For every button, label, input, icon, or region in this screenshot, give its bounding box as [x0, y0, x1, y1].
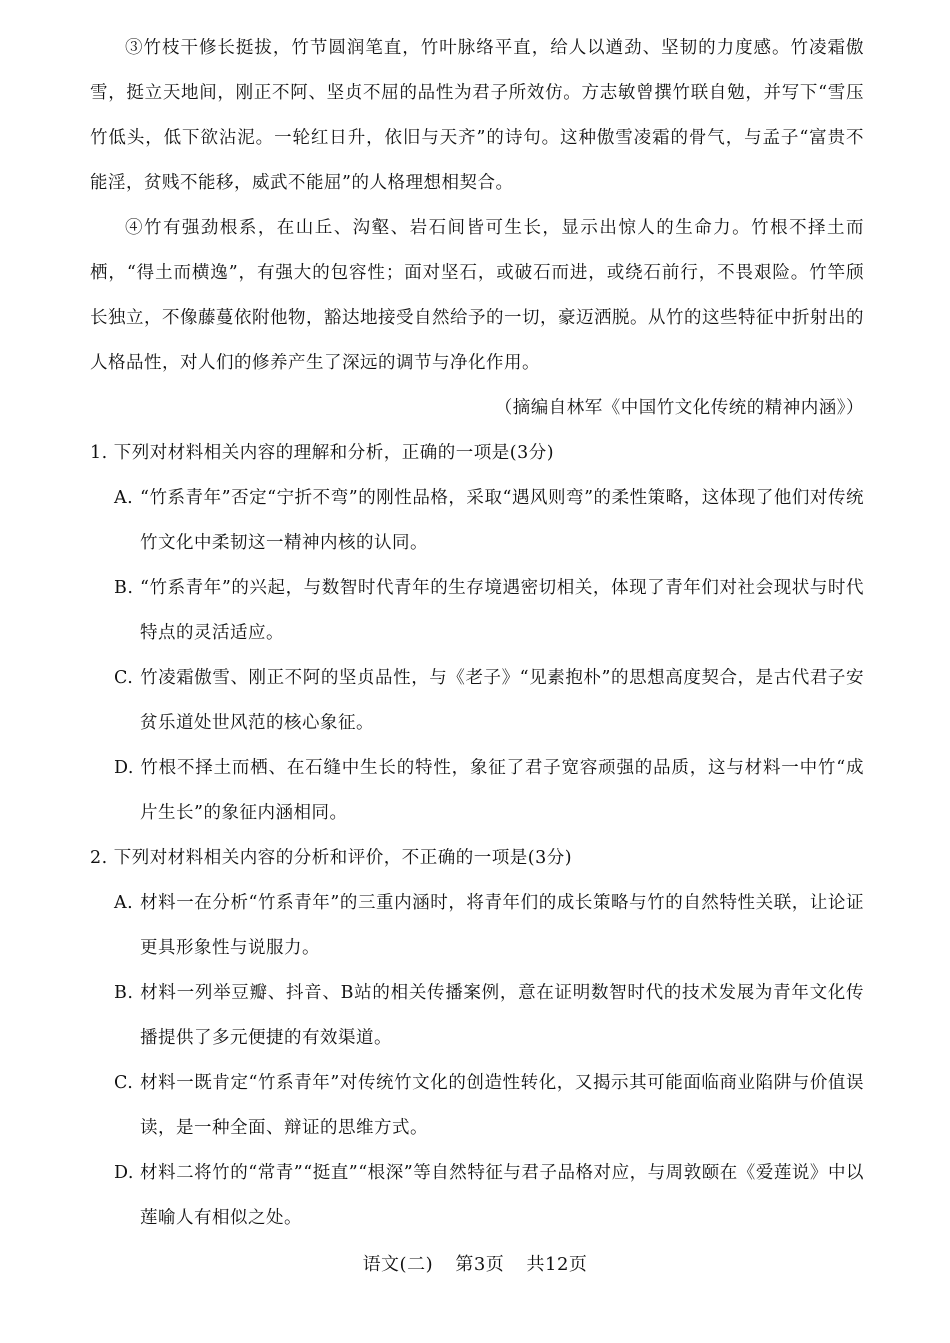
- option-a: [114, 476, 864, 566]
- option-text: “竹系青年”否定“宁折不弯”的刚性品格，采取“遇风则弯”的柔性策略，这体现了他们对传统竹文化中柔韧这一精神内核的认同。: [140, 488, 864, 553]
- page-footer: [0, 1250, 950, 1276]
- option-text: 材料二将竹的“常青”“挺直”“根深”等自然特征与君子品格对应，与周敦颐在《爱莲说》中以莲喻人有相似之处。: [140, 1163, 864, 1228]
- option-letter: D.: [114, 1163, 134, 1183]
- option-text: 竹根不择土而栖、在石缝中生长的特性，象征了君子宽容顽强的品质，这与材料一中竹“成片生长”的象征内涵相同。: [140, 758, 864, 823]
- option-letter: A.: [114, 488, 134, 508]
- footer-subject: 语文(二): [362, 1254, 434, 1275]
- option-letter: C.: [114, 668, 134, 688]
- option-letter: C.: [114, 1073, 134, 1093]
- footer-page-number: 第3页: [455, 1254, 505, 1275]
- option-letter: B.: [114, 983, 134, 1003]
- question-1: [90, 431, 864, 836]
- option-text: 材料一既肯定“竹系青年”对传统竹文化的创造性转化，又揭示其可能面临商业陷阱与价值误读，是一种全面、辩证的思维方式。: [140, 1073, 864, 1138]
- option-text: “竹系青年”的兴起，与数智时代青年的生存境遇密切相关，体现了青年们对社会现状与时代特点的灵活适应。: [140, 578, 864, 643]
- paragraph-3: ③竹枝干修长挺拔，竹节圆润笔直，竹叶脉络平直，给人以遒劲、坚韧的力度感。竹凌霜傲雪，挺立天地间，刚正不阿、坚贞不屈的品性为君子所效仿。方志敏曾撰竹联自勉，并写下“雪压竹低头，低下欲沾泥。一轮红日升，依旧与天齐”的诗句。这种傲雪凌霜的骨气，与孟子“富贵不能淫，贫贱不能移，威武不能屈”的人格理想相契合。: [90, 38, 864, 193]
- option-letter: D.: [114, 758, 134, 778]
- question-2: [90, 836, 864, 1241]
- option-d: [114, 746, 864, 836]
- option-text: 材料一列举豆瓣、抖音、B站的相关传播案例，意在证明数智时代的技术发展为青年文化传播提供了多元便捷的有效渠道。: [140, 983, 864, 1048]
- option-c: [114, 1061, 864, 1151]
- option-letter: A.: [114, 893, 134, 913]
- option-text: 竹凌霜傲雪、刚正不阿的坚贞品性，与《老子》“见素抱朴”的思想高度契合，是古代君子安贫乐道处世风范的核心象征。: [140, 668, 864, 733]
- option-b: [114, 566, 864, 656]
- footer-total-pages: 共12页: [526, 1254, 588, 1275]
- paragraph-4: ④竹有强劲根系，在山丘、沟壑、岩石间皆可生长，显示出惊人的生命力。竹根不择土而栖，“得土而横逸”，有强大的包容性；面对坚石，或破石而进，或绕石前行，不畏艰险。竹竿颀长独立，不像藤蔓依附他物，豁达地接受自然给予的一切，豪迈洒脱。从竹的这些特征中折射出的人格品性，对人们的修养产生了深远的调节与净化作用。: [90, 218, 864, 373]
- source-citation: （摘编自林军《中国竹文化传统的精神内涵》）: [494, 398, 864, 418]
- question-stem: 1. 下列对材料相关内容的理解和分析，正确的一项是(3分): [90, 443, 555, 463]
- option-d: [114, 1151, 864, 1241]
- option-c: [114, 656, 864, 746]
- option-a: [114, 881, 864, 971]
- option-text: 材料一在分析“竹系青年”的三重内涵时，将青年们的成长策略与竹的自然特性关联，让论证更具形象性与说服力。: [140, 893, 864, 958]
- question-stem: 2. 下列对材料相关内容的分析和评价，不正确的一项是(3分): [90, 848, 573, 868]
- option-b: [114, 971, 864, 1061]
- option-letter: B.: [114, 578, 134, 598]
